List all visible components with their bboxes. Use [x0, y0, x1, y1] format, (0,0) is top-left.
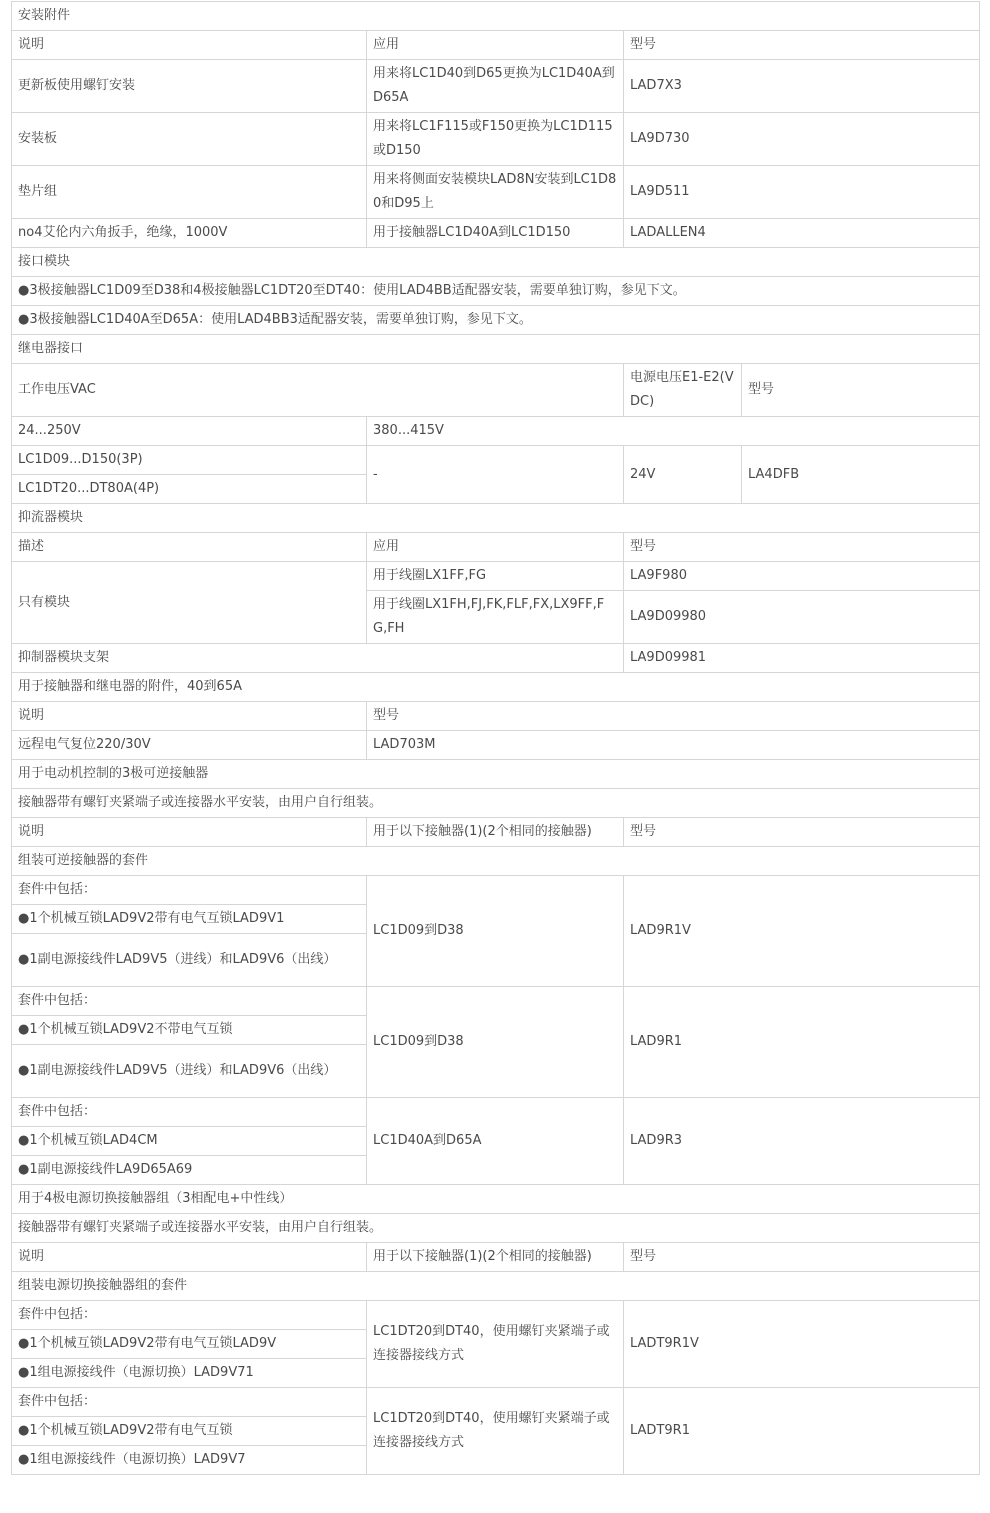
table-cell: LA9D730	[624, 113, 980, 166]
table-row	[12, 731, 980, 760]
table-cell: 用于接触器LC1D40A到LC1D150	[367, 219, 624, 248]
table-row	[12, 644, 980, 673]
table-cell: LADALLEN4	[624, 219, 980, 248]
table-cell: 更新板使用螺钉安装	[12, 60, 367, 113]
table-cell: 接口模块	[12, 248, 980, 277]
table-cell: ●1个机械互锁LAD9V2不带电气互锁	[12, 1016, 367, 1045]
table-cell: 用于接触器和继电器的附件，40到65A	[12, 673, 980, 702]
table-cell: LA9D511	[624, 166, 980, 219]
table-cell: 接触器带有螺钉夹紧端子或连接器水平安装，由用户自行组装。	[12, 789, 980, 818]
table-cell: no4艾伦内六角扳手，绝缘，1000V	[12, 219, 367, 248]
table-row	[12, 219, 980, 248]
table-cell: ●1个机械互锁LAD9V2带有电气互锁LAD9V1	[12, 905, 367, 934]
table-row	[12, 702, 980, 731]
table-cell: 型号	[624, 533, 980, 562]
table-cell: ●1个机械互锁LAD9V2带有电气互锁	[12, 1417, 367, 1446]
table-cell: ●1副电源接线件LAD9V5（进线）和LAD9V6（出线）	[12, 934, 367, 987]
table-cell: 说明	[12, 702, 367, 731]
table-cell: 用来将LC1F115或F150更换为LC1D115或D150	[367, 113, 624, 166]
table-row	[12, 789, 980, 818]
table-cell: 24...250V	[12, 417, 367, 446]
table-cell: ●1个机械互锁LAD4CM	[12, 1127, 367, 1156]
table-cell: 用于以下接触器(1)(2个相同的接触器)	[367, 1243, 624, 1272]
table-cell: 用于线圈LX1FF,FG	[367, 562, 624, 591]
table-cell: 套件中包括：	[12, 1388, 367, 1417]
table-cell: 应用	[367, 31, 624, 60]
table-cell: ●3极接触器LC1D09至D38和4极接触器LC1DT20至DT40：使用LAD4BB适配器安装，需要单独订购，参见下文。	[12, 277, 980, 306]
table-cell: LA9D09981	[624, 644, 980, 673]
table-cell: ●3极接触器LC1D40A至D65A：使用LAD4BB3适配器安装，需要单独订购，参见下文。	[12, 306, 980, 335]
table-row	[12, 562, 980, 591]
table-row	[12, 987, 980, 1016]
table-cell: 用于线圈LX1FH,FJ,FK,FLF,FX,LX9FF,FG,FH	[367, 591, 624, 644]
table-cell: 说明	[12, 818, 367, 847]
table-cell: 用于4极电源切换接触器组（3相配电+中性线）	[12, 1185, 980, 1214]
table-cell: ●1副电源接线件LA9D65A69	[12, 1156, 367, 1185]
table-cell: LAD7X3	[624, 60, 980, 113]
table-row	[12, 335, 980, 364]
table-cell: 说明	[12, 1243, 367, 1272]
table-cell: LC1D09...D150(3P)	[12, 446, 367, 475]
table-cell: 远程电气复位220/30V	[12, 731, 367, 760]
table-cell: 套件中包括：	[12, 1301, 367, 1330]
table-cell: 抑流器模块	[12, 504, 980, 533]
table-cell: LC1DT20...DT80A(4P)	[12, 475, 367, 504]
table-cell: 用于电动机控制的3极可逆接触器	[12, 760, 980, 789]
table-cell: 套件中包括：	[12, 876, 367, 905]
table-cell: LC1DT20到DT40，使用螺钉夹紧端子或连接器接线方式	[367, 1301, 624, 1388]
table-cell: 用来将侧面安装模块LAD8N安装到LC1D80和D95上	[367, 166, 624, 219]
table-cell: LC1DT20到DT40，使用螺钉夹紧端子或连接器接线方式	[367, 1388, 624, 1475]
table-cell: 型号	[624, 1243, 980, 1272]
table-cell: 用来将LC1D40到D65更换为LC1D40A到D65A	[367, 60, 624, 113]
table-cell: LADT9R1V	[624, 1301, 980, 1388]
table-row	[12, 1388, 980, 1417]
table-cell: ●1个机械互锁LAD9V2带有电气互锁LAD9V	[12, 1330, 367, 1359]
table-cell: 垫片组	[12, 166, 367, 219]
spec-table-body	[12, 2, 980, 1475]
table-row	[12, 2, 980, 31]
table-cell: LC1D09到D38	[367, 876, 624, 987]
table-row	[12, 166, 980, 219]
table-cell: LAD9R1	[624, 987, 980, 1098]
table-row	[12, 1214, 980, 1243]
table-cell: 抑制器模块支架	[12, 644, 624, 673]
table-row	[12, 113, 980, 166]
table-row	[12, 1272, 980, 1301]
table-cell: 安装板	[12, 113, 367, 166]
table-cell: 组装电源切换接触器组的套件	[12, 1272, 980, 1301]
table-row	[12, 504, 980, 533]
table-row	[12, 446, 980, 475]
table-cell: LC1D09到D38	[367, 987, 624, 1098]
table-cell: 应用	[367, 533, 624, 562]
table-cell: LAD9R1V	[624, 876, 980, 987]
table-cell: ●1副电源接线件LAD9V5（进线）和LAD9V6（出线）	[12, 1045, 367, 1098]
table-row	[12, 277, 980, 306]
table-cell: ●1组电源接线件（电源切换）LAD9V7	[12, 1446, 367, 1475]
table-cell: LAD703M	[367, 731, 980, 760]
table-row	[12, 248, 980, 277]
table-cell: 只有模块	[12, 562, 367, 644]
table-cell: LA4DFB	[742, 446, 980, 504]
table-cell: 安装附件	[12, 2, 980, 31]
table-cell: LAD9R3	[624, 1098, 980, 1185]
table-cell: -	[367, 446, 624, 504]
table-cell: 套件中包括：	[12, 1098, 367, 1127]
table-cell: 说明	[12, 31, 367, 60]
table-cell: 24V	[624, 446, 742, 504]
table-cell: 继电器接口	[12, 335, 980, 364]
table-row	[12, 1185, 980, 1214]
table-cell: 组装可逆接触器的套件	[12, 847, 980, 876]
table-row	[12, 364, 980, 417]
table-cell: ●1组电源接线件（电源切换）LAD9V71	[12, 1359, 367, 1388]
table-row	[12, 306, 980, 335]
table-cell: 套件中包括：	[12, 987, 367, 1016]
table-cell: LA9F980	[624, 562, 980, 591]
table-row	[12, 1098, 980, 1127]
table-cell: 型号	[624, 31, 980, 60]
table-row	[12, 1243, 980, 1272]
table-cell: LA9D09980	[624, 591, 980, 644]
table-cell: 型号	[367, 702, 980, 731]
table-row	[12, 31, 980, 60]
table-cell: 接触器带有螺钉夹紧端子或连接器水平安装，由用户自行组装。	[12, 1214, 980, 1243]
table-row	[12, 417, 980, 446]
table-cell: LADT9R1	[624, 1388, 980, 1475]
table-cell: 电源电压E1-E2(VDC)	[624, 364, 742, 417]
table-cell: LC1D40A到D65A	[367, 1098, 624, 1185]
table-row	[12, 876, 980, 905]
table-row	[12, 533, 980, 562]
table-cell: 380...415V	[367, 417, 980, 446]
table-row	[12, 818, 980, 847]
table-cell: 型号	[742, 364, 980, 417]
table-cell: 工作电压VAC	[12, 364, 624, 417]
table-cell: 型号	[624, 818, 980, 847]
spec-table	[11, 1, 980, 1475]
table-cell: 描述	[12, 533, 367, 562]
table-row	[12, 673, 980, 702]
table-row	[12, 847, 980, 876]
table-cell: 用于以下接触器(1)(2个相同的接触器)	[367, 818, 624, 847]
table-row	[12, 760, 980, 789]
table-row	[12, 1301, 980, 1330]
table-row	[12, 60, 980, 113]
